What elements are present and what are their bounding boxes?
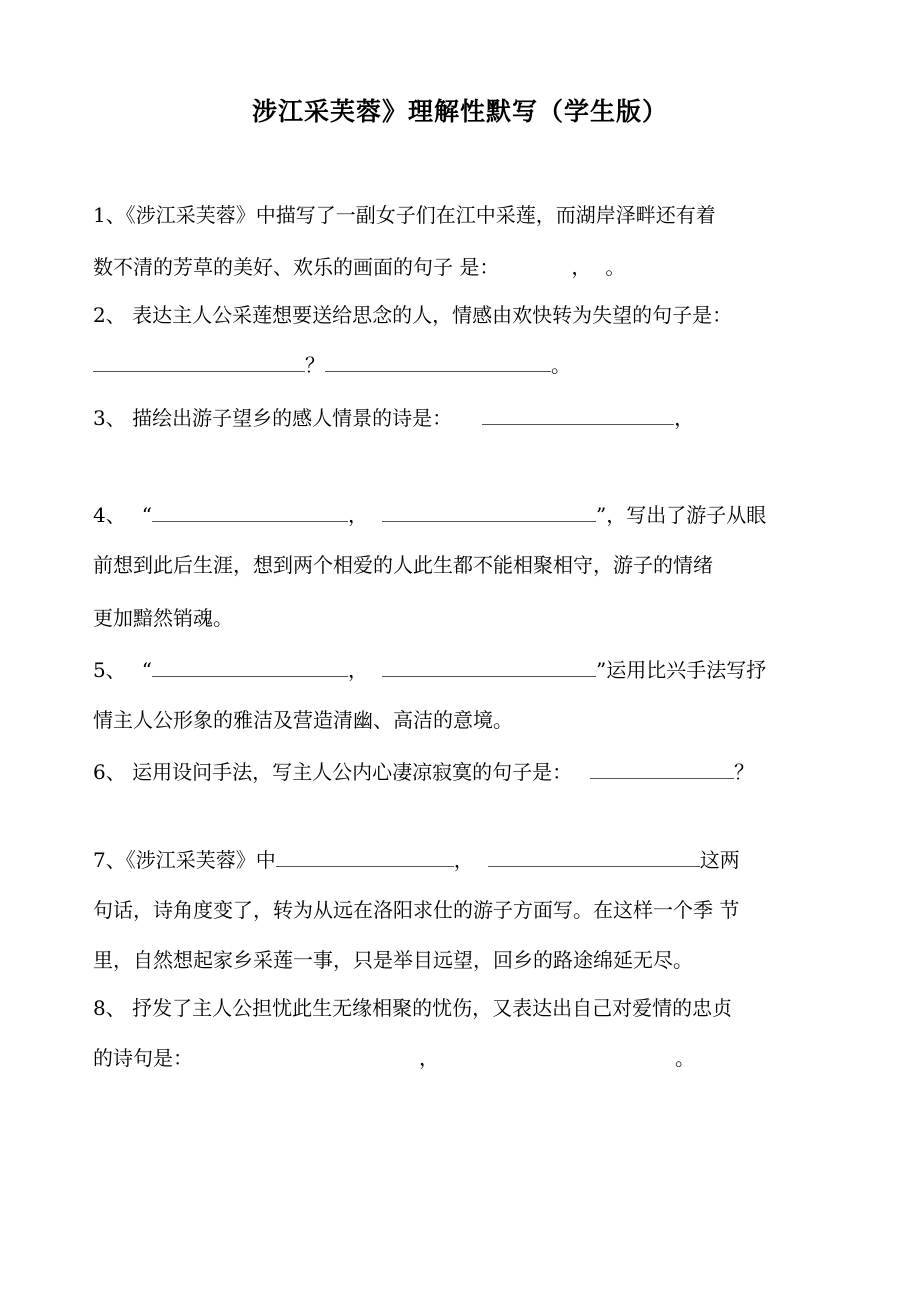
q6-question-mark: ？ bbox=[734, 760, 755, 784]
q4-number: 4、 bbox=[93, 503, 126, 527]
q8-line1: 8、 抒发了主人公担忧此生无缘相聚的忧伤，又表达出自己对爱情的忠贞 bbox=[93, 996, 733, 1020]
answer-blank[interactable] bbox=[482, 404, 674, 425]
answer-blank[interactable] bbox=[488, 846, 700, 867]
q7-line3: 里，自然想起家乡采莲一事，只是举目远望，回乡的路途绵延无尽。 bbox=[93, 948, 693, 972]
q3-comma: ， bbox=[674, 406, 695, 430]
answer-blank[interactable] bbox=[152, 501, 348, 522]
q4-text: ”，写出了游子从眼 bbox=[595, 503, 767, 527]
q8-period: 。 bbox=[675, 1046, 695, 1070]
q2-line1: 2、 表达主人公采莲想要送给思念的人，情感由欢快转为失望的句子是： bbox=[93, 303, 733, 327]
q2-period: 。 bbox=[551, 353, 571, 377]
q4-line2: 前想到此后生涯，想到两个相爱的人此生都不能相聚相守，游子的情绪 bbox=[93, 553, 713, 577]
answer-blank[interactable] bbox=[152, 656, 348, 677]
q4-line3: 更加黯然销魂。 bbox=[93, 606, 233, 630]
q6-text: 6、 运用设问手法，写主人公内心凄凉寂寞的句子是： bbox=[93, 760, 573, 784]
q7-text: 7、《涉江采芙蓉》中 bbox=[93, 848, 276, 872]
q4-line1 bbox=[93, 501, 766, 529]
q1-text: 数不清的芳草的美好、欢乐的画面的句子 是： bbox=[93, 255, 500, 279]
answer-blank[interactable] bbox=[590, 758, 734, 779]
q8-comma: ， bbox=[419, 1046, 439, 1070]
answer-blank[interactable] bbox=[382, 656, 596, 677]
q7-text-end: 这两 bbox=[699, 848, 740, 872]
q8-line2 bbox=[93, 1044, 695, 1072]
answer-blank[interactable] bbox=[325, 351, 551, 372]
q1-line1: 1、《涉江采芙蓉》中描写了一副女子们在江中采莲，而湖岸泽畔还有着 bbox=[93, 203, 716, 227]
q1-period: 。 bbox=[605, 255, 626, 279]
q1-comma: ， bbox=[571, 255, 592, 279]
q5-text: ”运用比兴手法写抒 bbox=[595, 658, 767, 682]
q7-line1 bbox=[93, 846, 740, 874]
q8-text: 的诗句是： bbox=[93, 1046, 193, 1070]
q5-open-quote: “ bbox=[141, 658, 152, 682]
q7-line2: 句话，诗角度变了，转为从远在洛阳求仕的游子方面写。在这样一个季 节 bbox=[93, 898, 740, 922]
q2-line2 bbox=[93, 351, 571, 379]
q1-line2 bbox=[93, 253, 625, 281]
q5-comma: ， bbox=[347, 658, 368, 682]
q5-number: 5、 bbox=[93, 658, 126, 682]
q7-comma: ， bbox=[453, 848, 474, 872]
q4-open-quote: “ bbox=[141, 503, 152, 527]
q6-line bbox=[93, 758, 754, 786]
answer-blank[interactable] bbox=[93, 351, 305, 372]
q2-question-mark: ？ bbox=[305, 353, 325, 377]
q3-line bbox=[93, 404, 694, 432]
q5-line1 bbox=[93, 656, 766, 684]
answer-blank[interactable] bbox=[276, 846, 454, 867]
q3-text: 3、 描绘出游子望乡的感人情景的诗是： bbox=[93, 406, 453, 430]
answer-blank[interactable] bbox=[382, 501, 596, 522]
page-title: 涉江采芙蓉》理解性默写（学生版） bbox=[251, 97, 668, 126]
q4-comma: ， bbox=[347, 503, 368, 527]
q5-line2: 情主人公形象的雅洁及营造清幽、高洁的意境。 bbox=[93, 708, 513, 732]
